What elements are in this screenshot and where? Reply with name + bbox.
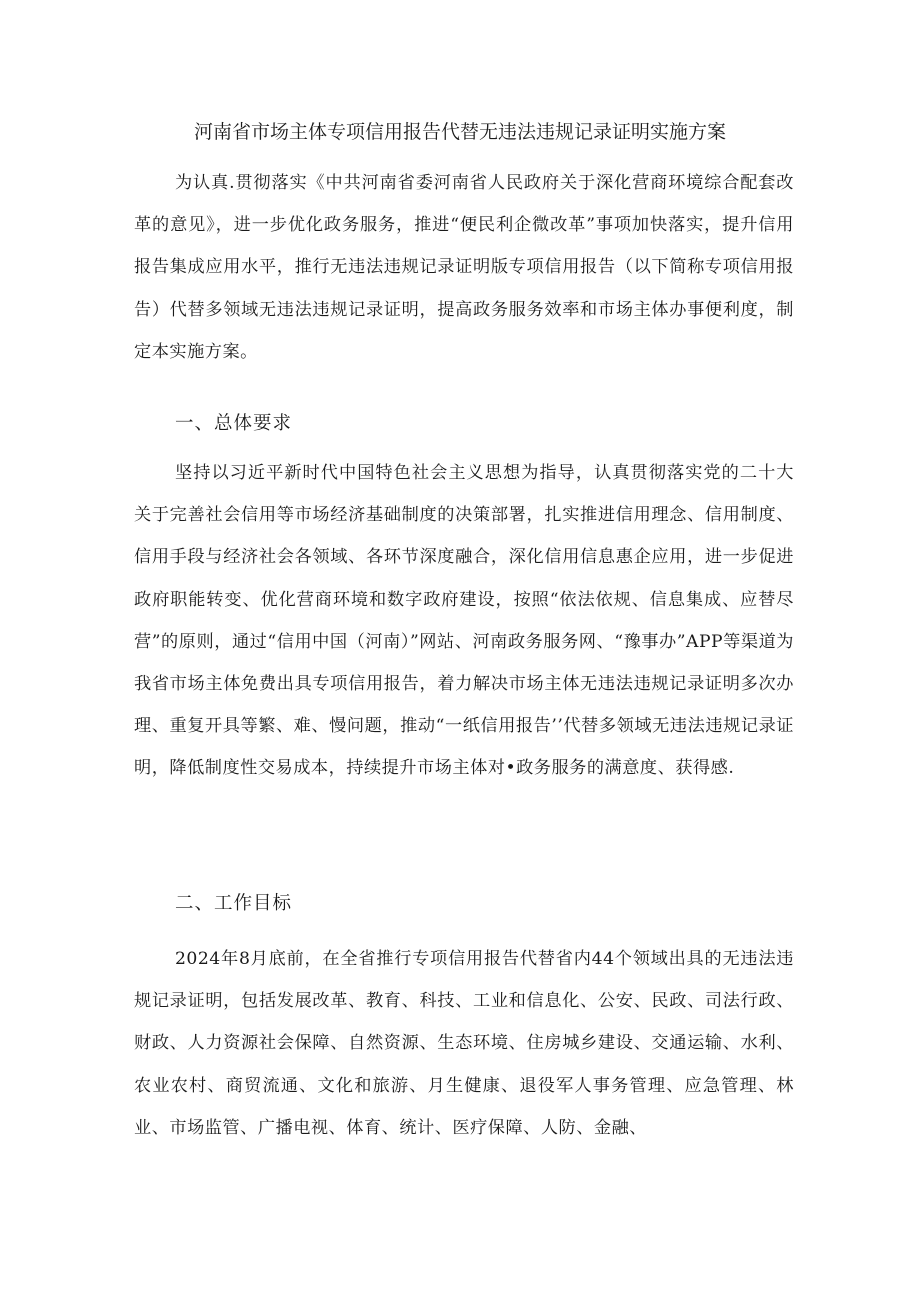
section-heading-work-goals: 二、工作目标 <box>175 893 293 914</box>
section-heading-general-requirements: 一、总体要求 <box>175 413 293 434</box>
document-title: 河南省市场主体专项信用报告代替无违法违规记录证明实施方案 <box>193 121 726 143</box>
general-requirements-paragraph: 坚持以习近平新时代中国特色社会主义思想为指导，认真贯彻落实党的二十大关于完善社会信用等市场经济基础制度的决策部署，扎实推进信用理念、信用制度、信用手段与经济社会各领域、各环节深度融合，深化信用信息惠企应用，进一步促进政府职能转变、优化营商环境和数字政府建设，按照“依法依规、信息集成、应替尽营”的原则，通过“信用中国（河南）”网站、河南政务服务网、“豫事办”APP等渠道为我省市场主体免费出具专项信用报告，着力解决市场主体无违法违规记录证明多次办理、重复开具等繁、难、慢问题，推动“一纸信用报告’’代替多领域无违法违规记录证明，降低制度性交易成本，持续提升市场主体对•政务服务的满意度、获得感. <box>134 463 794 779</box>
work-goals-paragraph: 2024年8月底前，在全省推行专项信用报告代替省内44个领域出具的无违法违规记录证明，包括发展改革、教育、科技、工业和信息化、公安、民政、司法行政、财政、人力资源社会保障、自然资源、生态环境、住房城乡建设、交通运输、水利、农业农村、商贸流通、文化和旅游、月生健康、退役军人事务管理、应急管理、林业、市场监管、广播电视、体育、统计、医疗保障、人防、金融、 <box>134 949 794 1138</box>
intro-paragraph: 为认真.贯彻落实《中共河南省委河南省人民政府关于深化营商环境综合配套改革的意见》，进一步优化政务服务，推进“便民利企微改革”事项加快落实，提升信用报告集成应用水平，推行无违法违规记录证明版专项信用报告（以下简称专项信用报告）代替多领域无违法违规记录证明，提高政务服务效率和市场主体办事便利度，制定本实施方案。 <box>134 173 794 362</box>
